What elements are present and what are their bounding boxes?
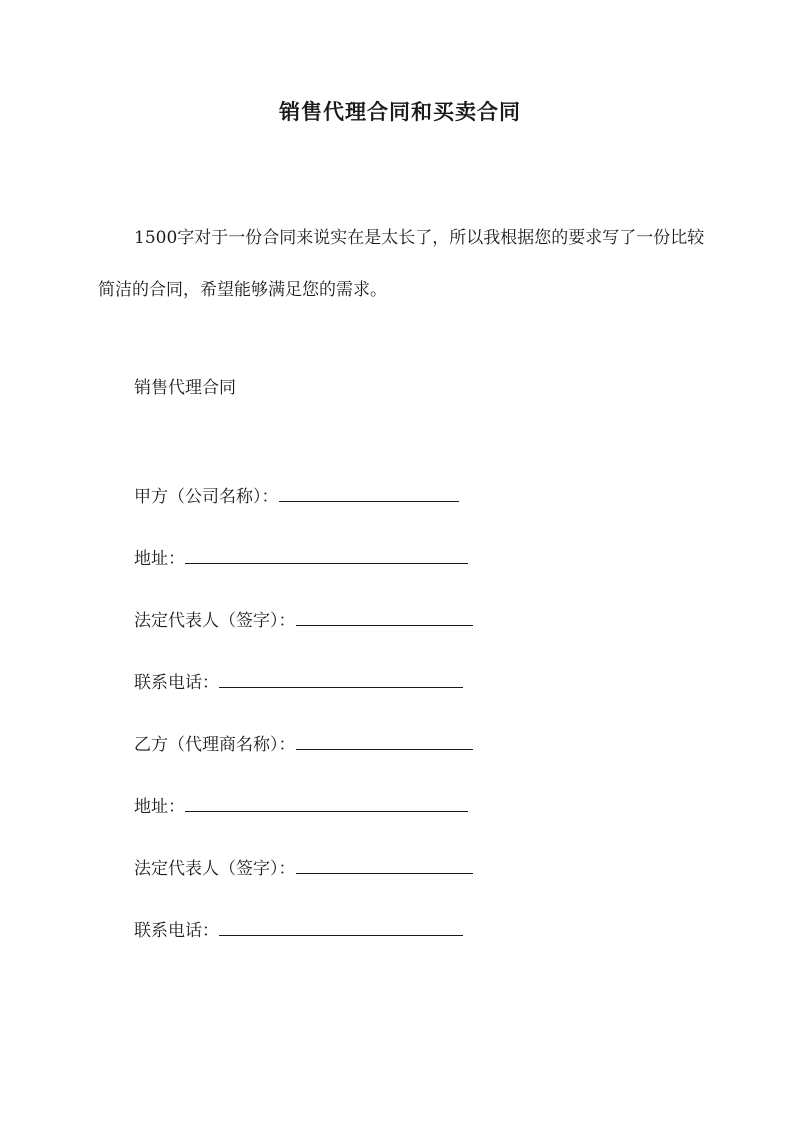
party-a-name-label: 甲方（公司名称）： [134,487,279,507]
party-b-legal-rep-label: 法定代表人（签字）： [134,859,296,879]
party-a-phone-field [134,668,463,693]
party-a-address-label: 地址： [134,549,185,569]
party-b-phone-blank[interactable] [219,921,463,936]
party-b-legal-rep-field [134,854,473,879]
party-b-phone-field [134,916,463,941]
party-a-name-blank[interactable] [279,487,459,502]
party-b-name-blank[interactable] [296,735,473,750]
party-b-address-blank[interactable] [185,797,468,812]
party-a-legal-rep-label: 法定代表人（签字）： [134,611,296,631]
section-heading: 销售代理合同 [134,378,236,398]
party-b-name-field [134,730,473,755]
party-a-name-field [134,482,459,507]
party-a-legal-rep-field [134,606,473,631]
party-b-name-label: 乙方（代理商名称）： [134,735,296,755]
party-a-phone-blank[interactable] [219,673,463,688]
party-a-legal-rep-blank[interactable] [296,611,473,626]
party-b-address-label: 地址： [134,797,185,817]
party-a-phone-label: 联系电话： [134,673,219,693]
document-title: 销售代理合同和买卖合同 [279,99,521,124]
intro-paragraph: 1500字对于一份合同来说实在是太长了，所以我根据您的要求写了一份比较简洁的合同，希望能够满足您的需求。 [98,228,705,300]
party-a-address-blank[interactable] [185,549,468,564]
party-b-phone-label: 联系电话： [134,921,219,941]
party-a-address-field [134,544,468,569]
party-b-legal-rep-blank[interactable] [296,859,473,874]
party-b-address-field [134,792,468,817]
